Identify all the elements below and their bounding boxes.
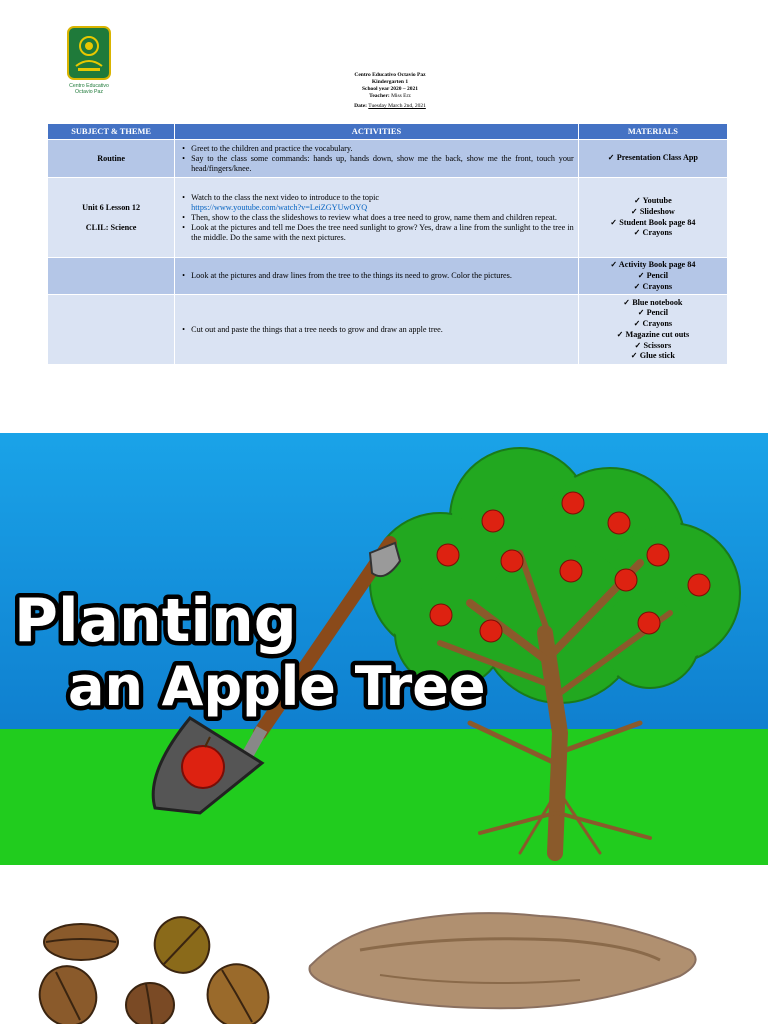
subject-cell: [48, 295, 175, 365]
subject-text: CLIL: Science: [85, 222, 137, 232]
material-item: ✓ Crayons: [583, 319, 723, 330]
material-item: ✓ Pencil: [583, 271, 723, 282]
material-item: ✓ Magazine cut outs: [583, 330, 723, 341]
table-row: [48, 295, 728, 365]
activity-item: • Say to the class some commands: hands up, hands down, show me the back, show me the front, touch your head/fingers/knee.: [191, 154, 574, 174]
subject-cell: [48, 258, 175, 295]
material-item: ✓ Blue notebook: [583, 298, 723, 309]
activities-cell: [175, 140, 579, 178]
materials-cell: [578, 295, 727, 365]
hero-title-line2: an Apple Tree: [68, 655, 486, 718]
date-value: Tuesday March 2nd, 2021: [368, 103, 426, 109]
header-materials: MATERIALS: [578, 124, 727, 140]
document-header: [300, 72, 480, 110]
activity-item: • Greet to the children and practice the vocabulary.: [191, 144, 574, 154]
material-item: ✓ Presentation Class App: [583, 153, 723, 164]
materials-cell: [578, 258, 727, 295]
youtube-link[interactable]: https://www.youtube.com/watch?v=LeiZGYUwOYQ: [191, 202, 368, 212]
table-row: [48, 258, 728, 295]
activities-cell: [175, 258, 579, 295]
subject-text: Unit 6 Lesson 12: [82, 202, 141, 212]
material-item: ✓ Student Book page 84: [583, 218, 723, 229]
activities-cell: [175, 295, 579, 365]
activity-item: • Look at the pictures and tell me Does the tree need sunlight to grow? Yes, draw a line from the sunlight to the tree in the middle. Do the same with the next pictures.: [191, 223, 574, 243]
header-activities: ACTIVITIES: [175, 124, 579, 140]
teacher-name: Miss Erz: [391, 93, 411, 99]
activity-item: • Watch to the class the next video to introduce to the topic https://www.youtube.com/watch?v=LeiZGYUwOYQ: [191, 193, 574, 213]
logo-text-line1: Centro Educativo: [69, 83, 109, 89]
teacher-label: Teacher:: [369, 93, 390, 99]
activity-item: • Cut out and paste the things that a tree needs to grow and draw an apple tree.: [191, 325, 574, 335]
soil-pile: [310, 913, 696, 1008]
subject-cell: [48, 140, 175, 178]
teacher-line: [300, 93, 480, 100]
activity-item: • Look at the pictures and draw lines from the tree to the things its need to grow. Color the pictures.: [191, 271, 574, 281]
material-item: ✓ Scissors: [583, 341, 723, 352]
materials-cell: [578, 178, 727, 258]
subject-cell: [48, 178, 175, 258]
school-name: Centro Educativo Octavio Paz: [354, 72, 426, 78]
school-logo: [64, 26, 116, 96]
material-item: ✓ Glue stick: [583, 351, 723, 362]
material-item: ✓ Crayons: [583, 228, 723, 239]
date-line: [300, 103, 480, 110]
material-item: ✓ Slideshow: [583, 207, 723, 218]
seeds: [31, 907, 278, 1024]
table-row: [48, 140, 728, 178]
date-label: Date:: [354, 103, 367, 109]
logo-text-line2: Octavio Paz: [75, 89, 103, 95]
table-header-row: [48, 124, 728, 140]
activity-item: • Then, show to the class the slideshows to review what does a tree need to grow, name them and children repeat.: [191, 213, 574, 223]
school-year: School year 2020 – 2021: [361, 86, 419, 92]
materials-cell: [578, 140, 727, 178]
grade: Kindergarten 1: [371, 79, 409, 85]
material-item: ✓ Youtube: [583, 196, 723, 207]
grass: [0, 729, 768, 865]
activities-cell: [175, 178, 579, 258]
material-item: ✓ Crayons: [583, 282, 723, 293]
planting-apple-tree-illustration: [0, 433, 768, 865]
lesson-plan-table: [47, 123, 728, 365]
table-row: [48, 178, 728, 258]
hero-title-line1: Planting: [14, 586, 297, 656]
subject-text: Routine: [97, 153, 125, 163]
material-item: ✓ Activity Book page 84: [583, 260, 723, 271]
seeds-and-soil-illustration: [0, 880, 768, 1024]
header-subject: SUBJECT & THEME: [48, 124, 175, 140]
material-item: ✓ Pencil: [583, 308, 723, 319]
